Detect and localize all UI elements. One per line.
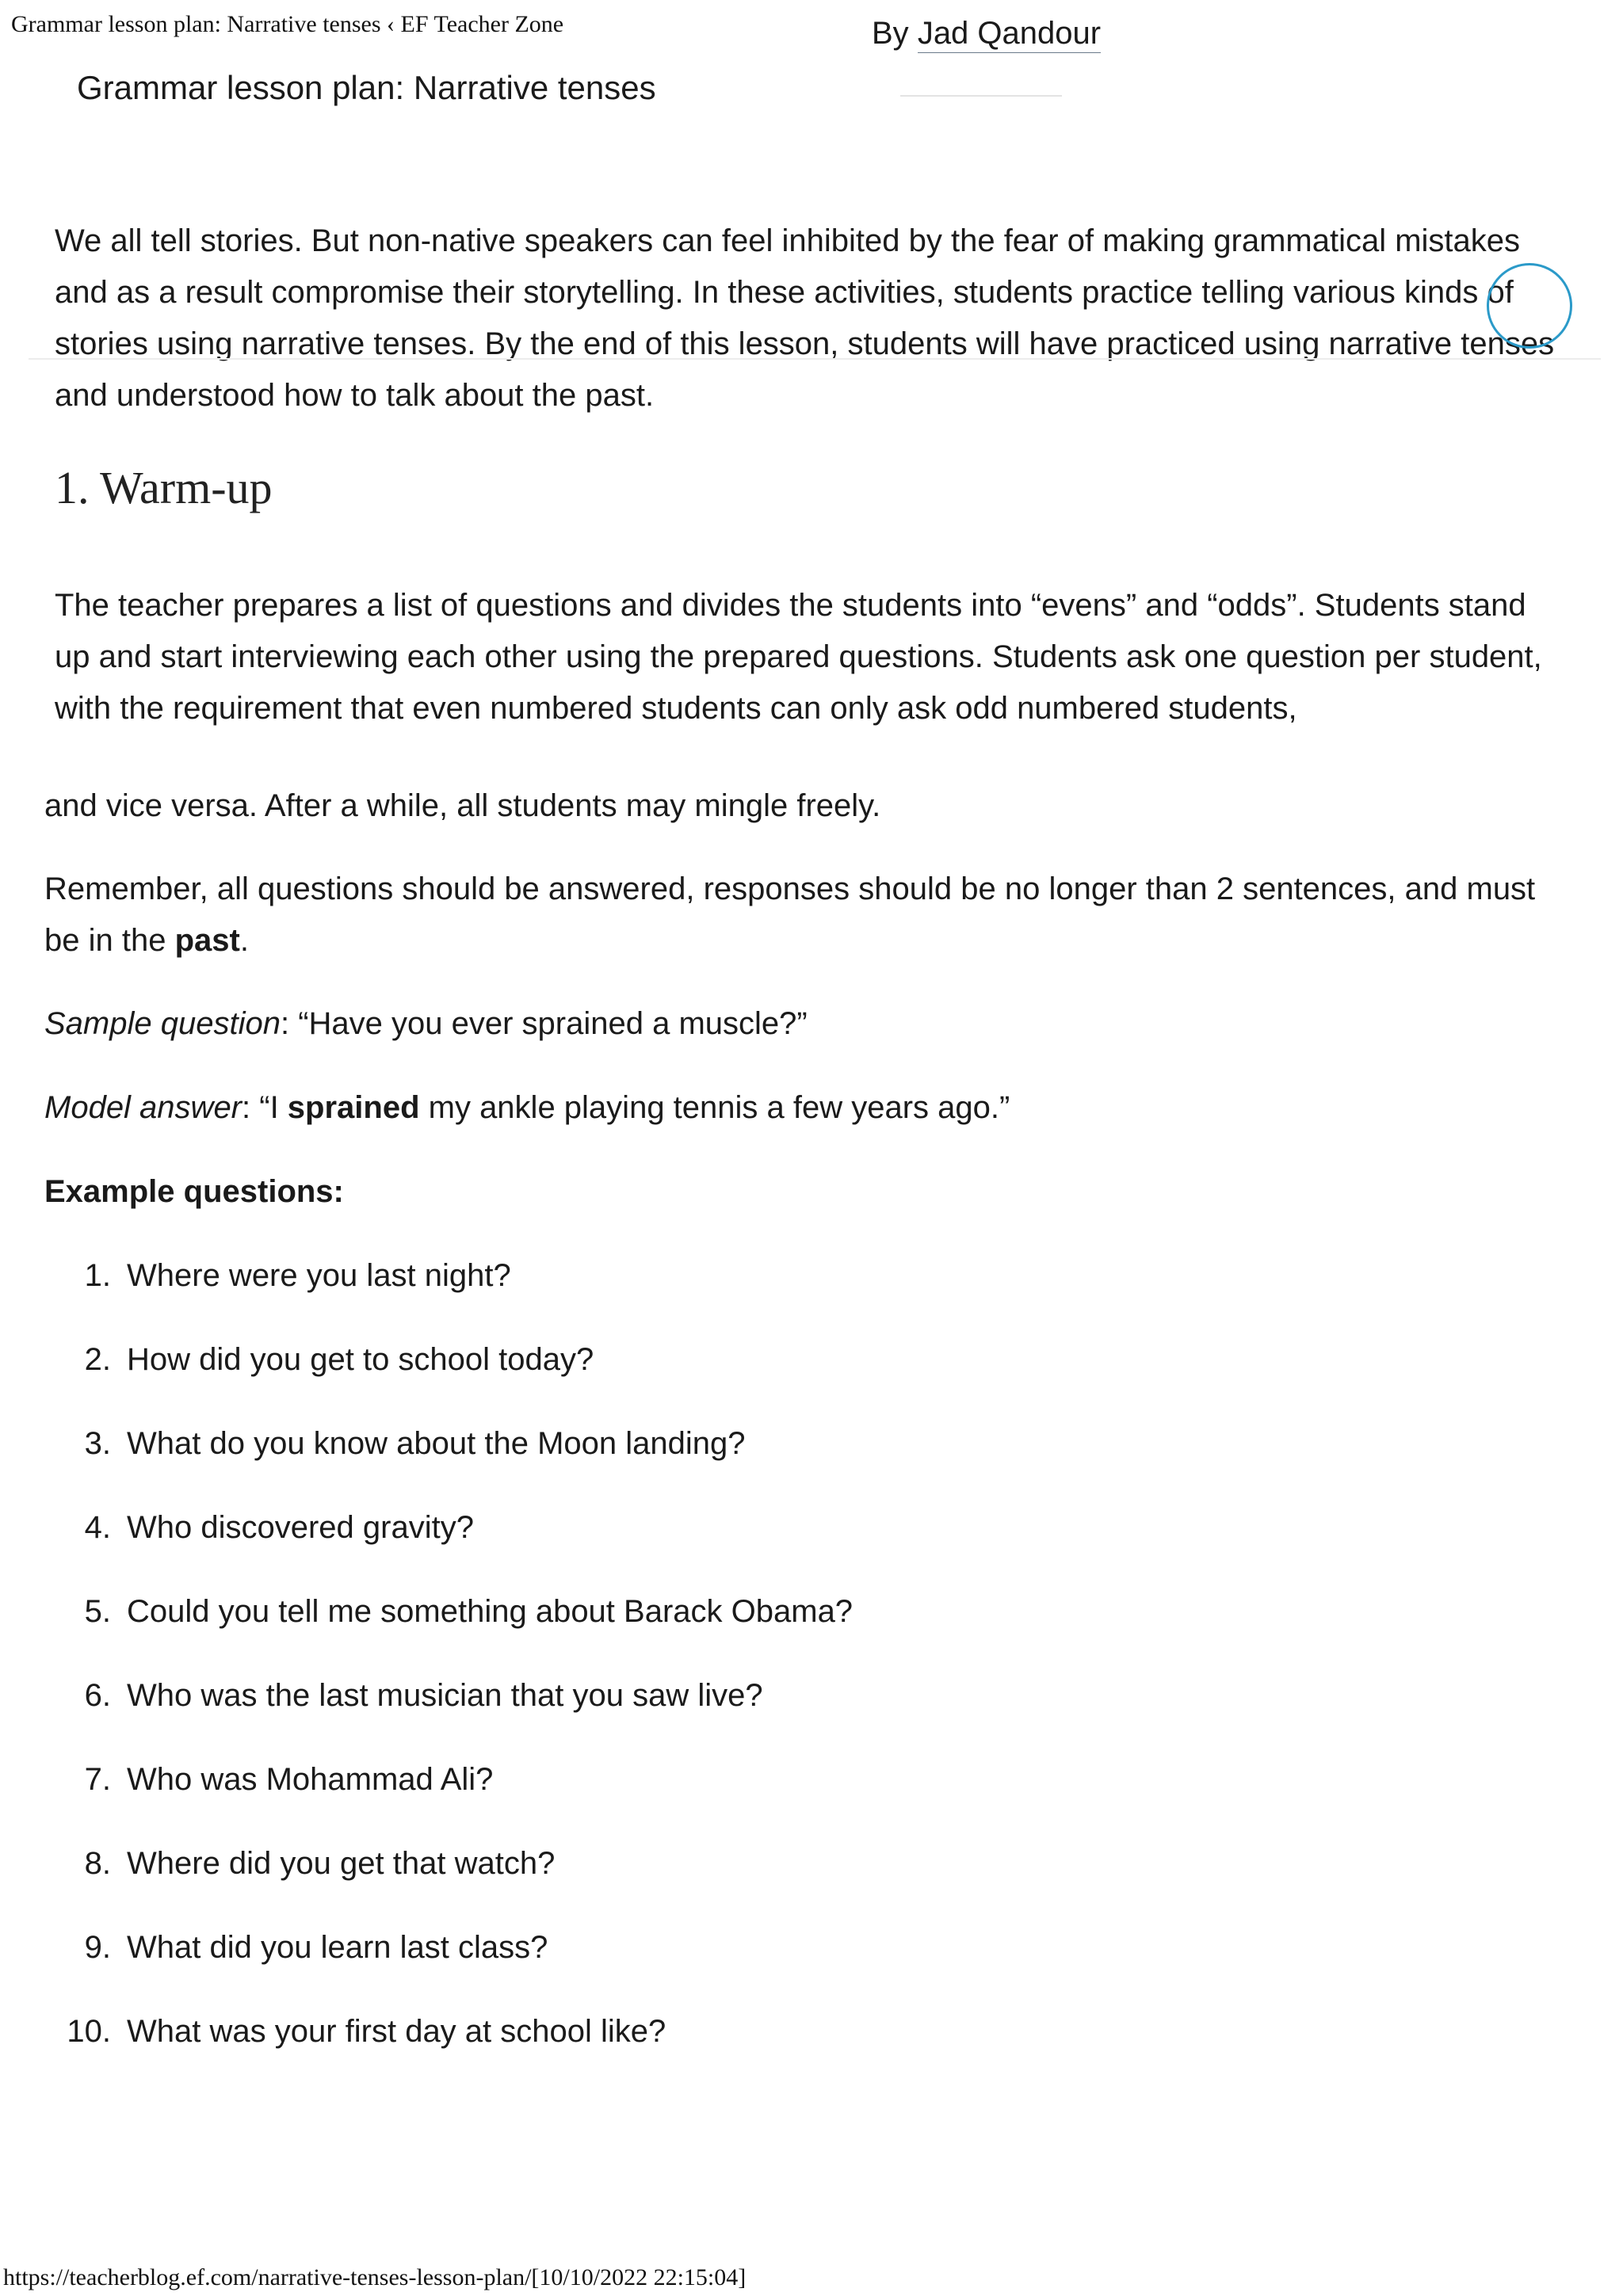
print-footer-url: https://teacherblog.ef.com/narrative-tenses-lesson-plan/[10/10/2022 22:15:04] — [3, 2264, 747, 2290]
section-divider — [29, 358, 1601, 360]
sample-question-label: Sample question — [44, 1006, 281, 1041]
list-item-number: 8. — [84, 1846, 111, 1881]
model-answer — [44, 1082, 1574, 1134]
list-item-text: Where did you get that watch? — [127, 1846, 556, 1881]
list-item-text: Where were you last night? — [127, 1258, 511, 1293]
byline-divider — [900, 95, 1062, 97]
list-item-number: 3. — [84, 1426, 111, 1461]
sample-question — [44, 998, 1574, 1050]
list-item-number: 1. — [84, 1258, 111, 1293]
list-item — [44, 1502, 853, 1586]
model-answer-bold: sprained — [287, 1090, 420, 1125]
list-item-number: 6. — [84, 1678, 111, 1713]
byline — [872, 16, 1101, 51]
circle-outline-icon[interactable] — [1487, 263, 1572, 349]
author-link[interactable]: Jad Qandour — [918, 16, 1101, 53]
list-item-text: Could you tell me something about Barack Obama? — [127, 1594, 854, 1629]
list-item-text: What did you learn last class? — [127, 1930, 548, 1965]
model-answer-before: : “I — [242, 1090, 288, 1125]
warmup-paragraph-2: and vice versa. After a while, all students may mingle freely. — [44, 788, 881, 823]
list-item-number: 9. — [84, 1930, 111, 1965]
example-questions-list — [44, 1250, 853, 2090]
example-questions-heading: Example questions: — [44, 1174, 344, 1209]
p3-text-after: . — [239, 923, 249, 958]
list-item — [44, 1334, 853, 1418]
print-header-title: Grammar lesson plan: Narrative tenses ‹ EF Teacher Zone — [11, 11, 564, 37]
warmup-paragraph-3 — [44, 864, 1574, 967]
list-item-text: Who was Mohammad Ali? — [127, 1762, 494, 1797]
list-item-number: 2. — [84, 1342, 111, 1377]
list-item-text: How did you get to school today? — [127, 1342, 594, 1377]
list-item — [44, 1922, 853, 2006]
model-answer-label: Model answer — [44, 1090, 242, 1125]
list-item-number: 10. — [67, 2014, 111, 2049]
byline-prefix: By — [872, 16, 909, 51]
list-item-number: 7. — [84, 1762, 111, 1797]
sample-question-text: : “Have you ever sprained a muscle?” — [280, 1006, 808, 1041]
list-item-text: What was your first day at school like? — [127, 2014, 666, 2049]
list-item — [44, 1754, 853, 1838]
list-item-text: What do you know about the Moon landing? — [127, 1426, 746, 1461]
p3-bold-past: past — [174, 923, 240, 958]
list-item-text: Who was the last musician that you saw live? — [127, 1678, 763, 1713]
list-item — [44, 1838, 853, 1922]
list-item-number: 4. — [84, 1510, 111, 1545]
warmup-paragraph-1: The teacher prepares a list of questions and divides the students into “evens” and “odds”. Students stand up and start interviewing each other using the prepared questions. Students ask one question per student, with the requirement that even numbered students can only ask odd numbered students, — [55, 588, 1542, 726]
section-heading-warmup: 1. Warm-up — [55, 462, 273, 513]
list-item — [44, 1250, 853, 1334]
list-item — [44, 2006, 853, 2090]
intro-paragraph: We all tell stories. But non-native speakers can feel inhibited by the fear of making grammatical mistakes and as a result compromise their storytelling. In these activities, students practice telling various kinds of stories using narrative tenses. By the end of this lesson, students will have practiced using narrative tenses and understood how to talk about the past. — [55, 223, 1555, 413]
page-title: Grammar lesson plan: Narrative tenses — [77, 69, 656, 106]
list-item — [44, 1586, 853, 1670]
list-item-number: 5. — [84, 1594, 111, 1629]
p3-text-before: Remember, all questions should be answered, responses should be no longer than 2 sentences, and must be in the — [44, 871, 1536, 958]
list-item — [44, 1670, 853, 1754]
model-answer-after: my ankle playing tennis a few years ago.” — [419, 1090, 1010, 1125]
list-item — [44, 1418, 853, 1502]
list-item-text: Who discovered gravity? — [127, 1510, 474, 1545]
